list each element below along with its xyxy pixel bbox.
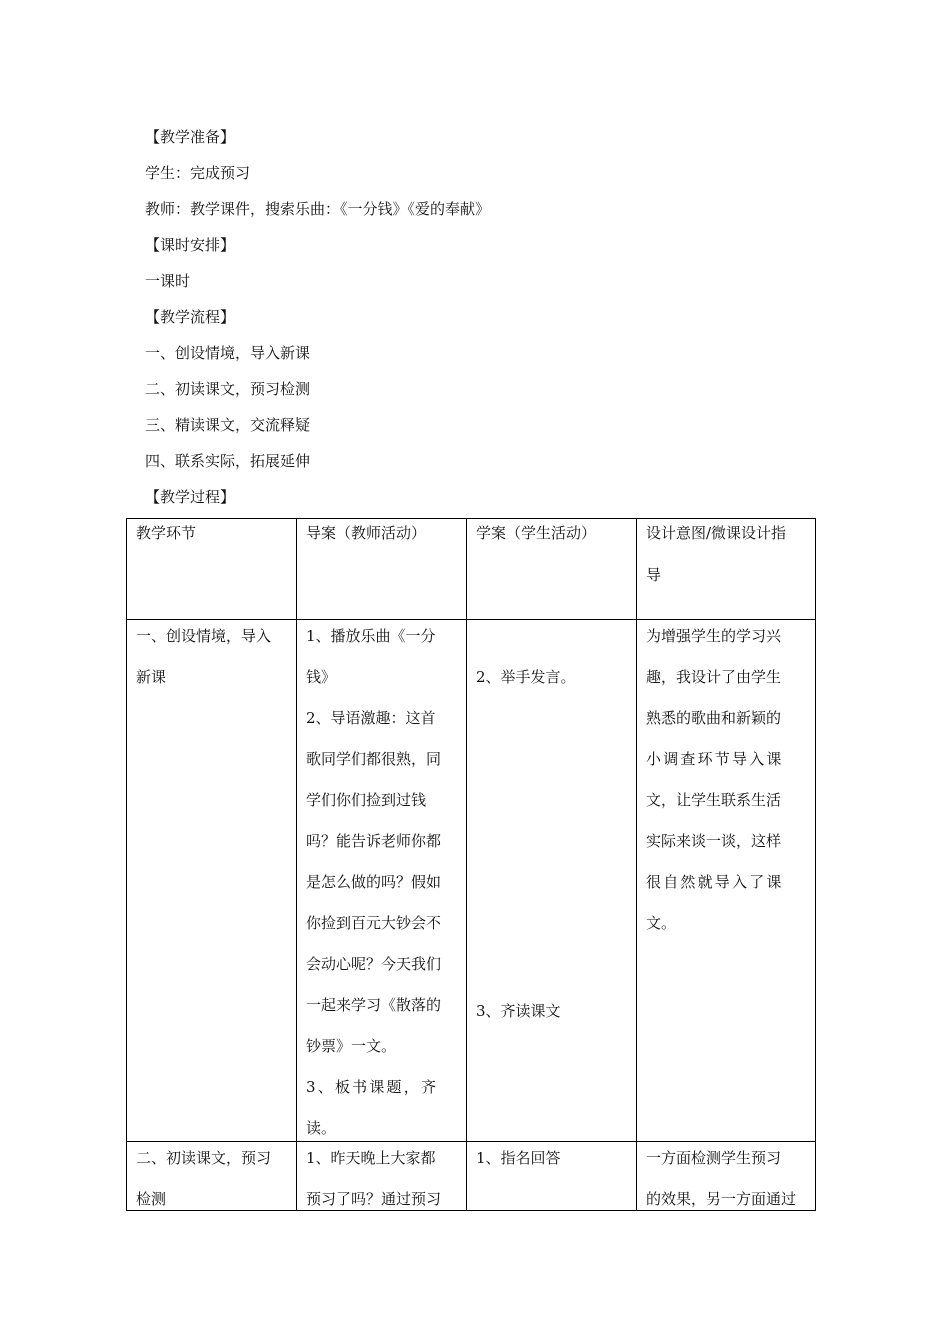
row1-teacher-line: 歌同学们都很熟，同 [306,750,442,768]
process-table [126,518,816,1211]
table-row [127,620,816,1142]
row1-teacher-line: 是怎么做的吗？假如 [306,873,442,891]
row1-teacher-line: 你捡到百元大钞会不 [306,914,442,932]
row1-teacher-line: 1、播放乐曲《一分 [306,627,436,645]
row2-student-item: 1、指名回答 [476,1149,561,1167]
header-stage: 教学环节 [136,524,197,542]
row1-design-line: 很自然就导入了课 [646,873,784,891]
row1-design-line: 文。 [646,914,677,932]
row1-teacher-line: 读。 [306,1119,337,1137]
row1-teacher-line: 学们你们捡到过钱 [306,791,427,809]
table-header-row [127,519,816,620]
row1-student-item: 3、齐读课文 [476,1002,561,1020]
row1-design-line: 熟悉的歌曲和新颖的 [646,709,782,727]
flow-step-1: 一、创设情境，导入新课 [145,344,311,362]
table-row [127,1142,816,1211]
prep-teacher: 教师：教学课件，搜索乐曲：《一分钱》《爱的奉献》 [145,200,491,218]
header-design-line-1: 设计意图/微课设计指 [646,524,787,542]
row2-stage-line-2: 检测 [136,1190,167,1208]
flow-step-4: 四、联系实际，拓展延伸 [145,452,311,470]
row1-teacher-line: 会动心呢？今天我们 [306,955,442,973]
schedule-value: 一课时 [145,272,191,290]
row1-teacher-line: 3、板书课题，齐 [306,1078,439,1096]
row1-stage-line-1: 一、创设情境，导入 [136,627,272,645]
header-student: 学案（学生活动） [476,524,597,542]
flow-step-2: 二、初读课文，预习检测 [145,380,311,398]
row1-student-item: 2、举手发言。 [476,668,576,686]
row2-stage-line-1: 二、初读课文，预习 [136,1149,272,1167]
row1-design-line: 小调查环节导入课 [646,750,784,768]
process-heading: 【教学过程】 [145,488,236,506]
row1-teacher-line: 2、导语激趣：这首 [306,709,436,727]
schedule-heading: 【课时安排】 [145,236,236,254]
row1-design-line: 为增强学生的学习兴 [646,627,782,645]
prep-student: 学生：完成预习 [145,164,251,182]
header-design-line-2: 导 [646,566,662,584]
flow-heading: 【教学流程】 [145,308,236,326]
row1-teacher-line: 一起来学习《散落的 [306,996,442,1014]
header-teacher: 导案（教师活动） [306,524,427,542]
row2-design-line: 一方面检测学生预习 [646,1149,782,1167]
row2-teacher-line: 1、昨天晚上大家都 [306,1149,436,1167]
row2-design-line: 的效果，另一方面通过 [646,1190,797,1208]
flow-step-3: 三、精读课文，交流释疑 [145,416,311,434]
prep-heading: 【教学准备】 [145,128,236,146]
row1-teacher-line: 钞票》一文。 [306,1037,397,1055]
row1-stage-line-2: 新课 [136,668,167,686]
row1-design-line: 实际来谈一谈，这样 [646,832,782,850]
row1-teacher-line: 钱》 [306,668,337,686]
row1-teacher-line: 吗？能告诉老师你都 [306,832,442,850]
row1-design-line: 文，让学生联系生活 [646,791,782,809]
row1-design-line: 趣，我设计了由学生 [646,668,782,686]
row2-teacher-line: 预习了吗？通过预习 [306,1190,442,1208]
